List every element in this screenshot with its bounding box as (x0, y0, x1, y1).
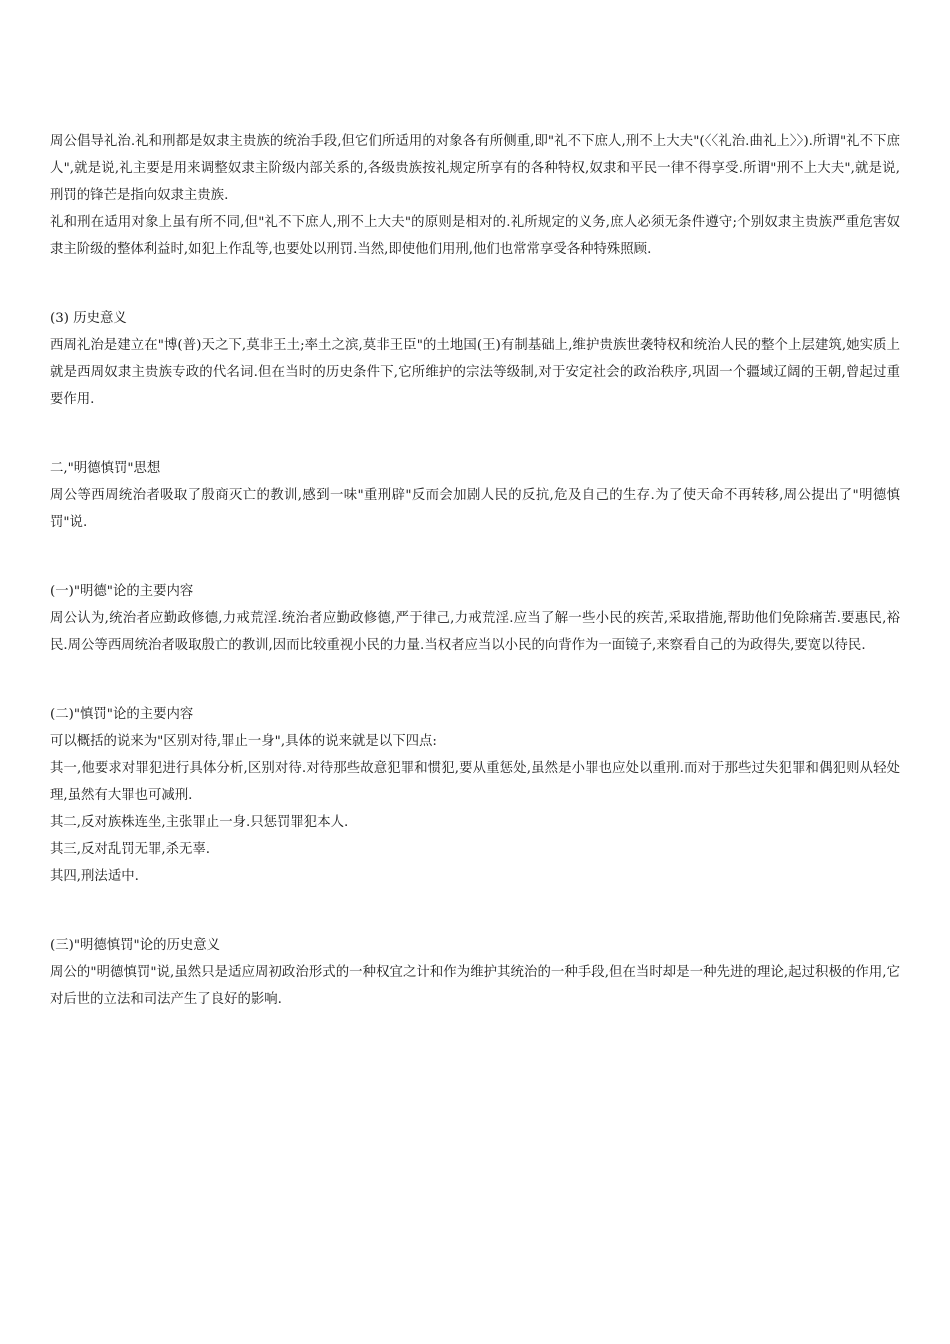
document-page (50, 128, 900, 1013)
heading-mingde-shenfa-significance: (三)"明德慎罚"论的历史意义 (50, 938, 221, 953)
paragraph-mingde-content: 周公认为,统治者应勤政修德,力戒荒淫.统治者应勤政修德,严于律己,力戒荒淫.应当了解一些小民的疾苦,采取措施,帮助他们免除痛苦.要惠民,裕民.周公等西周统治者吸取殷亡的教训,因而比较重视小民的力量.当权者应当以小民的向背作为一面镜子,来察看自己的为政得失,要宽以待民. (50, 611, 900, 653)
paragraph-shenfa-intro: 可以概括的说来为"区别对待,罪止一身",具体的说来就是以下四点: (50, 734, 437, 749)
paragraph-mingde-shenfa: 周公等西周统治者吸取了殷商灭亡的教训,感到一味"重刑辟"反而会加剧人民的反抗,危及自己的生存.为了使天命不再转移,周公提出了"明德慎罚"说. (50, 488, 900, 530)
paragraph-li-xing-2: 礼和刑在适用对象上虽有所不同,但"礼不下庶人,刑不上大夫"的原则是相对的.礼所规定的义务,庶人必须无条件遵守;个别奴隶主贵族严重危害奴隶主阶级的整体利益时,如犯上作乱等,也要处以刑罚.当然,即使他们用刑,他们也常常享受各种特殊照顾. (50, 215, 900, 257)
list-item: 其一,他要求对罪犯进行具体分析,区别对待.对待那些故意犯罪和惯犯,要从重惩处,虽然是小罪也应处以重刑.而对于那些过失犯罪和偶犯则从轻处理,虽然有大罪也可减刑. (50, 761, 900, 803)
paragraph-mingde-shenfa-significance: 周公的"明德慎罚"说,虽然只是适应周初政治形式的一种权宜之计和作为维护其统治的一种手段,但在当时却是一种先进的理论,起过积极的作用,它对后世的立法和司法产生了良好的影响. (50, 965, 900, 1007)
heading-historical-significance: (3) 历史意义 (50, 311, 127, 326)
heading-mingde-content: (一)"明德"论的主要内容 (50, 584, 194, 599)
paragraph-li-xing-1: 周公倡导礼治.礼和刑都是奴隶主贵族的统治手段,但它们所适用的对象各有所侧重,即"礼不下庶人,刑不上大夫"(〈〈礼治.曲礼上〉〉).所谓"礼不下庶人",就是说,礼主要是用来调整奴隶主阶级内部关系的,各级贵族按礼规定所享有的各种特权,奴隶和平民一律不得享受.所谓"刑不上大夫",就是说,刑罚的锋芒是指向奴隶主贵族. (50, 134, 900, 203)
list-item: 其三,反对乱罚无罪,杀无辜. (50, 842, 211, 857)
list-item: 其二,反对族株连坐,主张罪止一身.只惩罚罪犯本人. (50, 815, 349, 830)
heading-shenfa-content: (二)"慎罚"论的主要内容 (50, 707, 194, 722)
paragraph-historical-significance: 西周礼治是建立在"博(普)天之下,莫非王土;率土之滨,莫非王臣"的土地国(王)有制基础上,维护贵族世袭特权和统治人民的整个上层建筑,她实质上就是西周奴隶主贵族专政的代名词.但在当时的历史条件下,它所维护的宗法等级制,对于安定社会的政治秩序,巩固一个疆域辽阔的王朝,曾起过重要作用. (50, 338, 900, 407)
list-item: 其四,刑法适中. (50, 869, 139, 884)
heading-mingde-shenfa: 二,"明德慎罚"思想 (50, 461, 161, 476)
